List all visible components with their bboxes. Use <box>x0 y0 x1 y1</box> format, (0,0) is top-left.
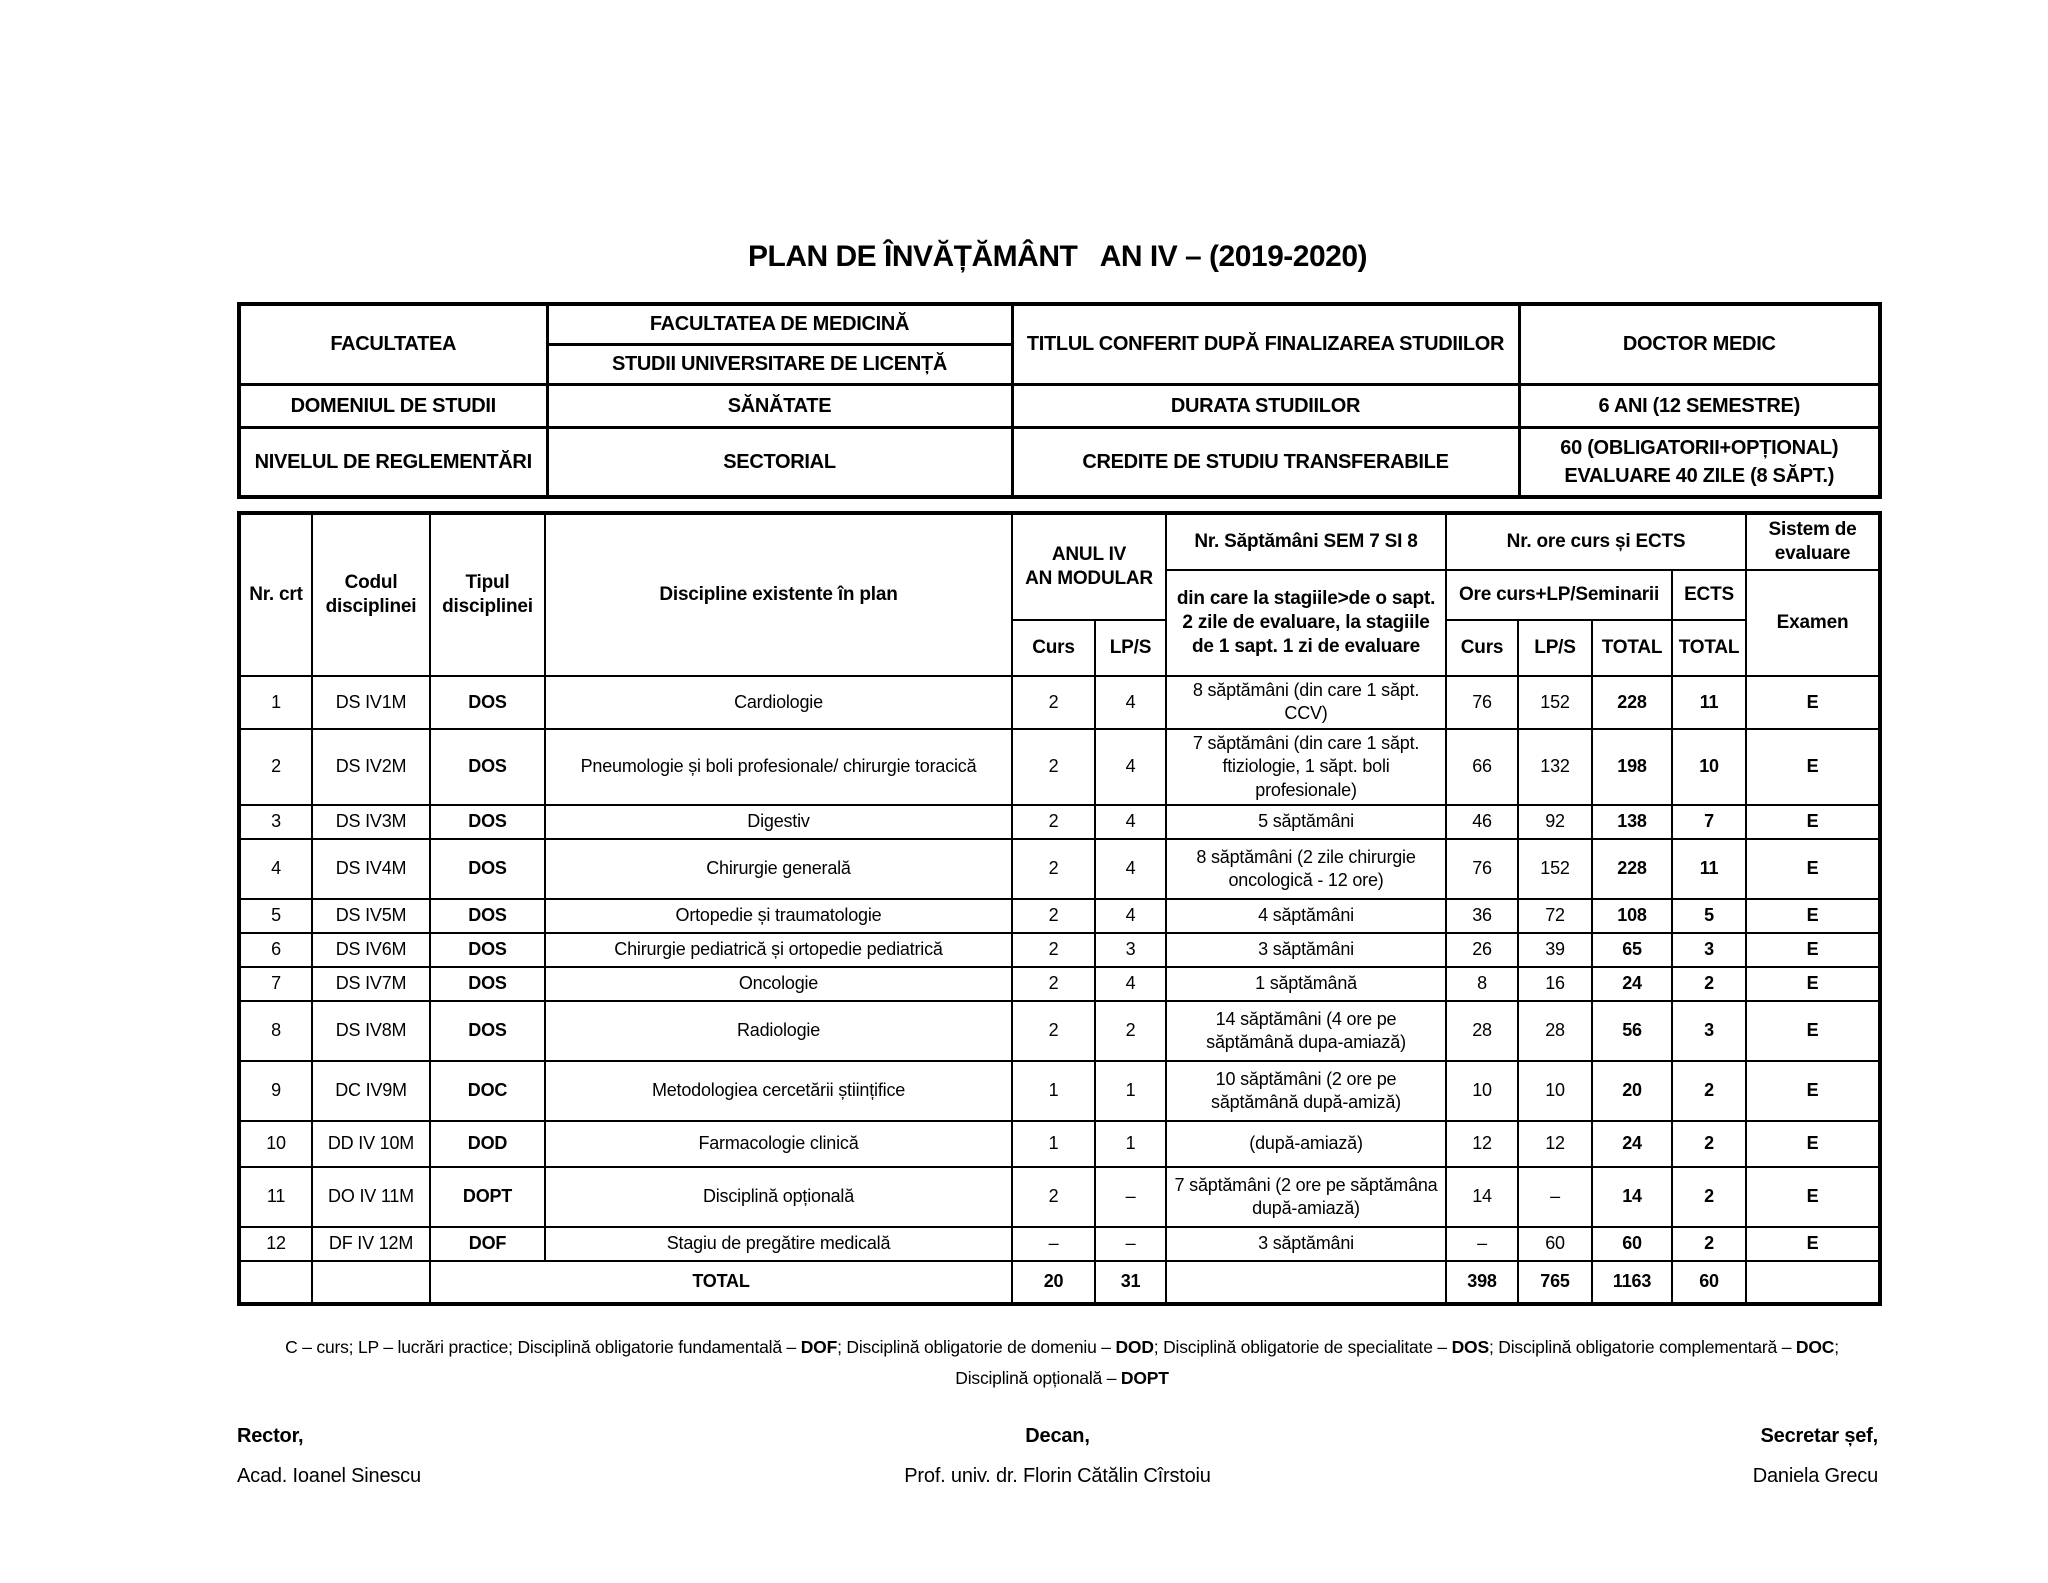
discipline-row <box>239 1227 1880 1261</box>
info-value-nivel: SECTORIAL <box>547 428 1012 498</box>
signature-decan-name: Prof. univ. dr. Florin Cătălin Cîrstoiu <box>904 1464 1211 1487</box>
cell-nr: 1 <box>239 676 312 729</box>
cell-lps: 4 <box>1095 805 1166 839</box>
info-value-credite <box>1519 428 1880 498</box>
info-row-domeniu <box>239 385 1880 428</box>
cell-name: Pneumologie și boli profesionale/ chirurgie toracică <box>545 729 1012 805</box>
cell-curs: 2 <box>1012 839 1095 899</box>
cell-exam: E <box>1746 1227 1880 1261</box>
cell-type: DOS <box>430 933 545 967</box>
cell-exam: E <box>1746 1001 1880 1061</box>
cell-exam: E <box>1746 967 1880 1001</box>
cell-code: DS IV4M <box>312 839 430 899</box>
cell-code: DS IV2M <box>312 729 430 805</box>
cell-nr: 2 <box>239 729 312 805</box>
cell-ore-total: 138 <box>1592 805 1672 839</box>
cell-exam: E <box>1746 676 1880 729</box>
cell-lps: 4 <box>1095 839 1166 899</box>
cell-name: Oncologie <box>545 967 1012 1001</box>
cell-ore-lps: – <box>1518 1167 1592 1227</box>
info-value-domeniu: SĂNĂTATE <box>547 385 1012 428</box>
legend-line-1 <box>217 1332 1907 1364</box>
cell-exam: E <box>1746 1121 1880 1167</box>
cell-type: DOS <box>430 805 545 839</box>
cell-nr: 3 <box>239 805 312 839</box>
cell-ects: 11 <box>1672 839 1746 899</box>
cell-ore-lps: 152 <box>1518 839 1592 899</box>
discipline-row <box>239 805 1880 839</box>
info-value-facultatea-medicina: FACULTATEA DE MEDICINĂ <box>549 306 1011 346</box>
cell-ects: 10 <box>1672 729 1746 805</box>
cell-exam: E <box>1746 1061 1880 1121</box>
cell-ects: 2 <box>1672 1167 1746 1227</box>
cell-ore-lps: 16 <box>1518 967 1592 1001</box>
discipline-row <box>239 676 1880 729</box>
cell-curs: 2 <box>1012 1167 1095 1227</box>
total-row <box>239 1261 1880 1304</box>
cell-name: Disciplină opțională <box>545 1167 1012 1227</box>
cell-exam: E <box>1746 1167 1880 1227</box>
cell-code: DS IV5M <box>312 899 430 933</box>
cell-nr: 9 <box>239 1061 312 1121</box>
cell-ects: 5 <box>1672 899 1746 933</box>
header-curs: Curs <box>1012 620 1095 676</box>
cell-ore-lps: 132 <box>1518 729 1592 805</box>
cell-ore-total: 228 <box>1592 676 1672 729</box>
cell-total-nr <box>239 1261 312 1304</box>
header-ects: ECTS <box>1672 570 1746 620</box>
cell-curs: 2 <box>1012 899 1095 933</box>
header-saptamani-subnote: din care la stagiile>de o sapt. 2 zile de evaluare, la stagiile de 1 sapt. 1 zi de evaluare <box>1166 570 1446 676</box>
cell-weeks: 3 săptămâni <box>1166 1227 1446 1261</box>
cell-ects: 2 <box>1672 1227 1746 1261</box>
cell-curs: 2 <box>1012 805 1095 839</box>
header-anul-iv-line1: ANUL IV <box>1051 544 1127 566</box>
cell-lps: 3 <box>1095 933 1166 967</box>
cell-ore-curs: 14 <box>1446 1167 1518 1227</box>
curriculum-table <box>237 511 1882 1306</box>
cell-code: DS IV3M <box>312 805 430 839</box>
cell-type: DOS <box>430 729 545 805</box>
cell-curs: 1 <box>1012 1121 1095 1167</box>
cell-name: Chirurgie generală <box>545 839 1012 899</box>
cell-total-label: TOTAL <box>430 1261 1012 1304</box>
header-anul-iv-line2: AN MODULAR <box>1025 568 1153 589</box>
legend-segment: ; <box>1834 1336 1839 1357</box>
cell-ore-lps: 28 <box>1518 1001 1592 1061</box>
cell-nr: 8 <box>239 1001 312 1061</box>
legend-segment: DOD <box>1115 1336 1154 1357</box>
header-tipul-disciplinei: Tipul disciplinei <box>430 513 545 676</box>
cell-lps: – <box>1095 1227 1166 1261</box>
cell-code: DC IV9M <box>312 1061 430 1121</box>
cell-weeks: 1 săptămână <box>1166 967 1446 1001</box>
cell-ore-curs: 26 <box>1446 933 1518 967</box>
legend-segment: DOS <box>1451 1336 1489 1357</box>
cell-lps: 1 <box>1095 1061 1166 1121</box>
cell-total-curs: 20 <box>1012 1261 1095 1304</box>
cell-exam: E <box>1746 933 1880 967</box>
cell-curs: 1 <box>1012 1061 1095 1121</box>
cell-ore-curs: – <box>1446 1227 1518 1261</box>
cell-ore-curs: 12 <box>1446 1121 1518 1167</box>
cell-total-lps: 31 <box>1095 1261 1166 1304</box>
header-lps: LP/S <box>1095 620 1166 676</box>
cell-nr: 5 <box>239 899 312 933</box>
header-ore-total: TOTAL <box>1592 620 1672 676</box>
legend-segment: DOPT <box>1120 1368 1169 1389</box>
legend-segment: C – curs; LP – lucrări practice; Disciplină obligatorie fundamentală – <box>285 1336 801 1357</box>
info-label-durata: DURATA STUDIILOR <box>1012 385 1519 428</box>
cell-exam: E <box>1746 839 1880 899</box>
cell-ore-total: 24 <box>1592 967 1672 1001</box>
cell-type: DOS <box>430 676 545 729</box>
cell-ects: 2 <box>1672 1061 1746 1121</box>
cell-ore-total: 24 <box>1592 1121 1672 1167</box>
cell-code: DS IV8M <box>312 1001 430 1061</box>
cell-weeks: 7 săptămâni (din care 1 săpt. ftiziologie, 1 săpt. boli profesionale) <box>1166 729 1446 805</box>
legend-segment: ; Disciplină obligatorie de specialitate – <box>1153 1336 1452 1357</box>
info-label-nivel: NIVELUL DE REGLEMENTĂRI <box>239 428 547 498</box>
cell-name: Cardiologie <box>545 676 1012 729</box>
cell-code: DO IV 11M <box>312 1167 430 1227</box>
info-value-credite-line2: EVALUARE 40 ZILE (8 SĂPT.) <box>1564 465 1835 487</box>
cell-ore-curs: 76 <box>1446 839 1518 899</box>
cell-weeks: 3 săptămâni <box>1166 933 1446 967</box>
cell-type: DOC <box>430 1061 545 1121</box>
signature-secretar-role: Secretar șef, <box>1760 1424 1878 1447</box>
cell-exam: E <box>1746 729 1880 805</box>
cell-ore-lps: 60 <box>1518 1227 1592 1261</box>
cell-type: DOD <box>430 1121 545 1167</box>
info-label-credite: CREDITE DE STUDIU TRANSFERABILE <box>1012 428 1519 498</box>
cell-ects: 3 <box>1672 1001 1746 1061</box>
cell-nr: 4 <box>239 839 312 899</box>
header-nr-ore-ects: Nr. ore curs și ECTS <box>1446 513 1746 570</box>
cell-weeks: (după-amiază) <box>1166 1121 1446 1167</box>
cell-name: Stagiu de pregătire medicală <box>545 1227 1012 1261</box>
cell-lps: 4 <box>1095 899 1166 933</box>
cell-exam: E <box>1746 805 1880 839</box>
cell-total-weeks <box>1166 1261 1446 1304</box>
cell-nr: 11 <box>239 1167 312 1227</box>
cell-total-exam <box>1746 1261 1880 1304</box>
cell-ore-curs: 10 <box>1446 1061 1518 1121</box>
legend-line-2 <box>217 1363 1907 1395</box>
cell-ore-total: 20 <box>1592 1061 1672 1121</box>
cell-ore-lps: 152 <box>1518 676 1592 729</box>
signature-decan-role: Decan, <box>1025 1424 1090 1447</box>
info-value-facultate-cell <box>547 304 1012 385</box>
cell-curs: 2 <box>1012 676 1095 729</box>
cell-total-ore-lps: 765 <box>1518 1261 1592 1304</box>
cell-weeks: 8 săptămâni (din care 1 săpt. CCV) <box>1166 676 1446 729</box>
cell-ects: 11 <box>1672 676 1746 729</box>
curriculum-table-header <box>239 513 1880 676</box>
cell-ects: 2 <box>1672 1121 1746 1167</box>
cell-curs: – <box>1012 1227 1095 1261</box>
header-ects-total: TOTAL <box>1672 620 1746 676</box>
cell-exam: E <box>1746 899 1880 933</box>
cell-name: Digestiv <box>545 805 1012 839</box>
signatures <box>237 1425 1878 1488</box>
cell-total-ore-curs: 398 <box>1446 1261 1518 1304</box>
header-sistem-evaluare: Sistem de evaluare <box>1746 513 1880 570</box>
cell-ects: 7 <box>1672 805 1746 839</box>
discipline-row <box>239 729 1880 805</box>
main-table-body <box>239 676 1880 1261</box>
cell-lps: 4 <box>1095 729 1166 805</box>
cell-ore-total: 14 <box>1592 1167 1672 1227</box>
cell-curs: 2 <box>1012 967 1095 1001</box>
discipline-row <box>239 1061 1880 1121</box>
header-ore-curs: Curs <box>1446 620 1518 676</box>
cell-weeks: 5 săptămâni <box>1166 805 1446 839</box>
cell-name: Metodologiea cercetării științifice <box>545 1061 1012 1121</box>
header-examen: Examen <box>1746 570 1880 676</box>
info-row-nivel <box>239 428 1880 498</box>
signature-rector-role: Rector, <box>237 1424 304 1447</box>
discipline-row <box>239 933 1880 967</box>
cell-name: Farmacologie clinică <box>545 1121 1012 1167</box>
cell-weeks: 4 săptămâni <box>1166 899 1446 933</box>
header-discipline: Discipline existente în plan <box>545 513 1012 676</box>
cell-lps: 1 <box>1095 1121 1166 1167</box>
cell-type: DOS <box>430 839 545 899</box>
cell-nr: 12 <box>239 1227 312 1261</box>
header-nr-saptamani: Nr. Săptămâni SEM 7 SI 8 <box>1166 513 1446 570</box>
header-nr-crt: Nr. crt <box>239 513 312 676</box>
cell-total-ects: 60 <box>1672 1261 1746 1304</box>
cell-code: DF IV 12M <box>312 1227 430 1261</box>
info-value-titlu: DOCTOR MEDIC <box>1519 304 1880 385</box>
info-label-titlu: TITLUL CONFERIT DUPĂ FINALIZAREA STUDIILOR <box>1012 304 1519 385</box>
signature-rector <box>237 1425 737 1488</box>
cell-ore-total: 228 <box>1592 839 1672 899</box>
info-row-facultatea <box>239 304 1880 385</box>
cell-ore-lps: 12 <box>1518 1121 1592 1167</box>
cell-type: DOS <box>430 1001 545 1061</box>
page-title: PLAN DE ÎNVĂȚĂMÂNT AN IV – (2019-2020) <box>747 240 1368 273</box>
cell-weeks: 10 săptămâni (2 ore pe săptămână după-amiză) <box>1166 1061 1446 1121</box>
cell-lps: 4 <box>1095 967 1166 1001</box>
discipline-row <box>239 1167 1880 1227</box>
cell-ore-lps: 10 <box>1518 1061 1592 1121</box>
cell-lps: 2 <box>1095 1001 1166 1061</box>
cell-ore-curs: 36 <box>1446 899 1518 933</box>
info-value-studii-licenta: STUDII UNIVERSITARE DE LICENȚĂ <box>611 353 948 375</box>
cell-type: DOF <box>430 1227 545 1261</box>
info-value-durata: 6 ANI (12 SEMESTRE) <box>1519 385 1880 428</box>
legend <box>217 1332 1907 1395</box>
cell-ore-lps: 92 <box>1518 805 1592 839</box>
cell-total-code <box>312 1261 430 1304</box>
legend-segment: ; Disciplină obligatorie de domeniu – <box>837 1336 1116 1357</box>
cell-ects: 2 <box>1672 967 1746 1001</box>
info-label-domeniu: DOMENIUL DE STUDII <box>239 385 547 428</box>
cell-ore-curs: 66 <box>1446 729 1518 805</box>
cell-ore-total: 56 <box>1592 1001 1672 1061</box>
cell-code: DD IV 10M <box>312 1121 430 1167</box>
cell-weeks: 8 săptămâni (2 zile chirurgie oncologică - 12 ore) <box>1166 839 1446 899</box>
cell-name: Chirurgie pediatrică și ortopedie pediatrică <box>545 933 1012 967</box>
cell-nr: 7 <box>239 967 312 1001</box>
cell-ects: 3 <box>1672 933 1746 967</box>
cell-name: Radiologie <box>545 1001 1012 1061</box>
header-ore-lps: LP/S <box>1518 620 1592 676</box>
header-ore-curs-lp-seminarii: Ore curs+LP/Seminarii <box>1446 570 1672 620</box>
info-label-facultatea: FACULTATEA <box>239 304 547 385</box>
cell-curs: 2 <box>1012 1001 1095 1061</box>
discipline-row <box>239 899 1880 933</box>
discipline-row <box>239 1121 1880 1167</box>
cell-code: DS IV1M <box>312 676 430 729</box>
cell-type: DOS <box>430 899 545 933</box>
cell-ore-total: 65 <box>1592 933 1672 967</box>
cell-code: DS IV7M <box>312 967 430 1001</box>
cell-lps: 4 <box>1095 676 1166 729</box>
cell-total-ore-total: 1163 <box>1592 1261 1672 1304</box>
discipline-row <box>239 967 1880 1001</box>
info-value-credite-line1: 60 (OBLIGATORII+OPȚIONAL) <box>1560 437 1839 459</box>
cell-ore-total: 108 <box>1592 899 1672 933</box>
header-codul-disciplinei: Codul disciplinei <box>312 513 430 676</box>
discipline-row <box>239 1001 1880 1061</box>
discipline-row <box>239 839 1880 899</box>
cell-ore-lps: 72 <box>1518 899 1592 933</box>
main-table-footer <box>239 1261 1880 1304</box>
header-anul-iv-modular <box>1012 513 1166 620</box>
cell-weeks: 7 săptămâni (2 ore pe săptămâna după-amiază) <box>1166 1167 1446 1227</box>
signature-secretar <box>1378 1425 1878 1488</box>
legend-segment: Disciplină opțională – <box>955 1368 1121 1389</box>
legend-segment: DOF <box>800 1336 838 1357</box>
cell-ore-curs: 46 <box>1446 805 1518 839</box>
signature-rector-name: Acad. Ioanel Sinescu <box>237 1464 421 1487</box>
cell-nr: 10 <box>239 1121 312 1167</box>
signature-secretar-name: Daniela Grecu <box>1752 1464 1878 1487</box>
cell-nr: 6 <box>239 933 312 967</box>
cell-ore-curs: 28 <box>1446 1001 1518 1061</box>
cell-name: Ortopedie și traumatologie <box>545 899 1012 933</box>
cell-type: DOPT <box>430 1167 545 1227</box>
cell-ore-total: 60 <box>1592 1227 1672 1261</box>
cell-ore-lps: 39 <box>1518 933 1592 967</box>
legend-segment: ; Disciplină obligatorie complementară – <box>1488 1336 1796 1357</box>
cell-curs: 2 <box>1012 729 1095 805</box>
cell-type: DOS <box>430 967 545 1001</box>
cell-ore-curs: 8 <box>1446 967 1518 1001</box>
cell-weeks: 14 săptămâni (4 ore pe săptămână dupa-amiază) <box>1166 1001 1446 1061</box>
cell-ore-curs: 76 <box>1446 676 1518 729</box>
cell-code: DS IV6M <box>312 933 430 967</box>
signature-decan <box>808 1425 1308 1488</box>
legend-segment: DOC <box>1795 1336 1835 1357</box>
cell-lps: – <box>1095 1167 1166 1227</box>
info-table <box>237 302 1882 499</box>
cell-curs: 2 <box>1012 933 1095 967</box>
cell-ore-total: 198 <box>1592 729 1672 805</box>
